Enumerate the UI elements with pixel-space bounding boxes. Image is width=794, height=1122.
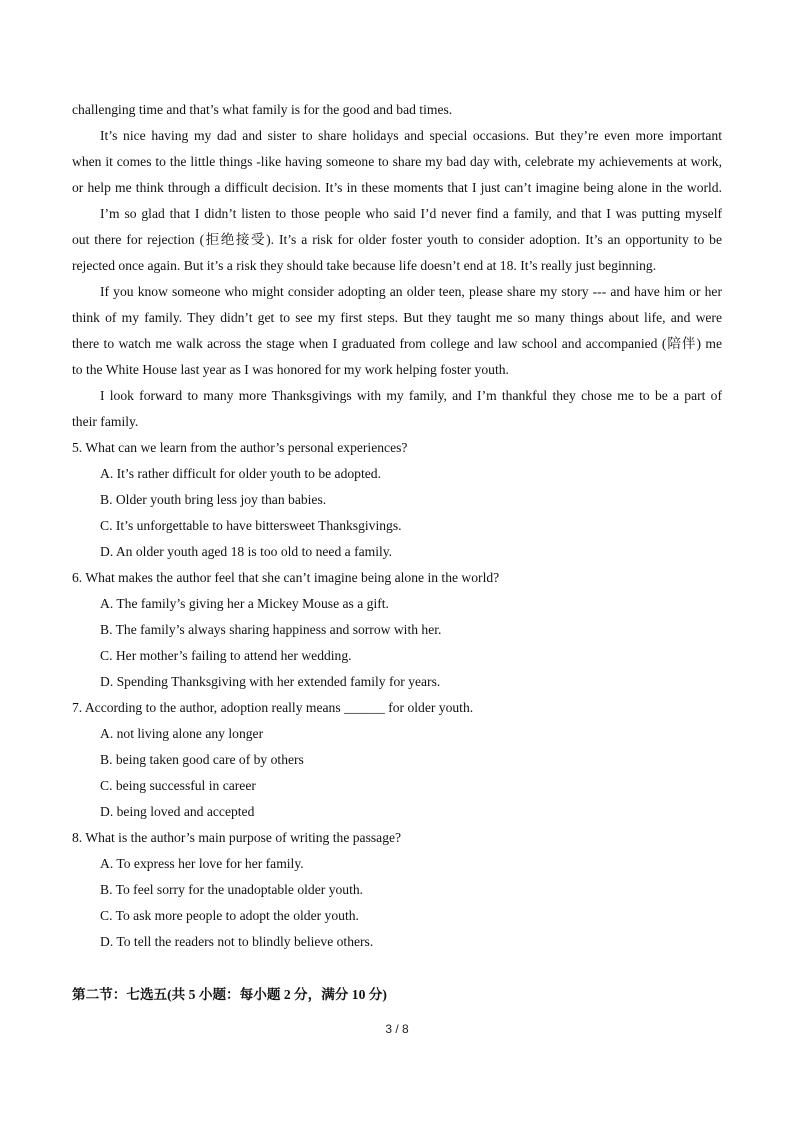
passage-line: I’m so glad that I didn’t listen to those people who said I’d never find a family, and that I was putting myself [100,206,722,221]
answer-option: B. To feel sorry for the unadoptable older youth. [100,882,364,897]
passage-line: out there for rejection (拒绝接受). It’s a risk for older foster youth to consider adoption. It’s an opportunity to be [72,232,722,247]
passage-line: It’s nice having my dad and sister to share holidays and special occasions. But they’re even more important [100,128,722,143]
answer-option: C. It’s unforgettable to have bittersweet Thanksgivings. [100,518,402,533]
question-8 [72,825,722,955]
passage-line: when it comes to the little things -like having someone to share my bad day with, celebrate my achievements at work, [72,154,722,169]
passage-line: I look forward to many more Thanksgivings with my family, and I’m thankful they chose me to be a part of [100,388,722,403]
passage-line: or help me think through a difficult decision. It’s in these moments that I just can’t imagine being alone in the world. [72,180,722,195]
passage [72,97,722,435]
answer-option: D. To tell the readers not to blindly believe others. [100,934,374,949]
answer-option: A. The family’s giving her a Mickey Mouse as a gift. [100,596,389,611]
answer-option: D. Spending Thanksgiving with her extended family for years. [100,674,441,689]
answer-option: B. Older youth bring less joy than babies. [100,492,327,507]
passage-line: to the White House last year as I was honored for my work helping foster youth. [72,362,509,377]
question-stem: 5. What can we learn from the author’s personal experiences? [72,440,408,455]
page-number: 3 / 8 [385,1022,409,1036]
question-stem: 6. What makes the author feel that she can’t imagine being alone in the world? [72,570,500,585]
answer-option: B. The family’s always sharing happiness and sorrow with her. [100,622,442,637]
answer-option: A. It’s rather difficult for older youth to be adopted. [100,466,381,481]
answer-option: C. To ask more people to adopt the older youth. [100,908,359,923]
section-heading: 第二节：七选五(共 5 小题：每小题 2 分，满分 10 分) [72,987,387,1002]
answer-option: A. not living alone any longer [100,726,264,741]
passage-line: If you know someone who might consider adopting an older teen, please share my story --- and have him or her [100,284,722,299]
passage-line: challenging time and that’s what family is for the good and bad times. [72,102,453,117]
question-5 [72,435,722,565]
question-7 [72,695,722,825]
answer-option: C. Her mother’s failing to attend her wedding. [100,648,352,663]
question-stem: 7. According to the author, adoption really means ______ for older youth. [72,700,474,715]
answer-option: A. To express her love for her family. [100,856,304,871]
question-stem: 8. What is the author’s main purpose of writing the passage? [72,830,402,845]
answer-option: D. being loved and accepted [100,804,255,819]
passage-line: their family. [72,414,139,429]
passage-line: think of my family. They didn’t get to see my first steps. But they taught me so many things about life, and were [72,310,722,325]
passage-line: rejected once again. But it’s a risk they should take because life doesn’t end at 18. It’s really just beginning. [72,258,657,273]
answer-option: C. being successful in career [100,778,256,793]
page-content [72,97,722,955]
passage-line: there to watch me walk across the stage when I graduated from college and law school and accompanied (陪伴) me [72,336,722,351]
answer-option: B. being taken good care of by others [100,752,304,767]
answer-option: D. An older youth aged 18 is too old to need a family. [100,544,393,559]
question-6 [72,565,722,695]
